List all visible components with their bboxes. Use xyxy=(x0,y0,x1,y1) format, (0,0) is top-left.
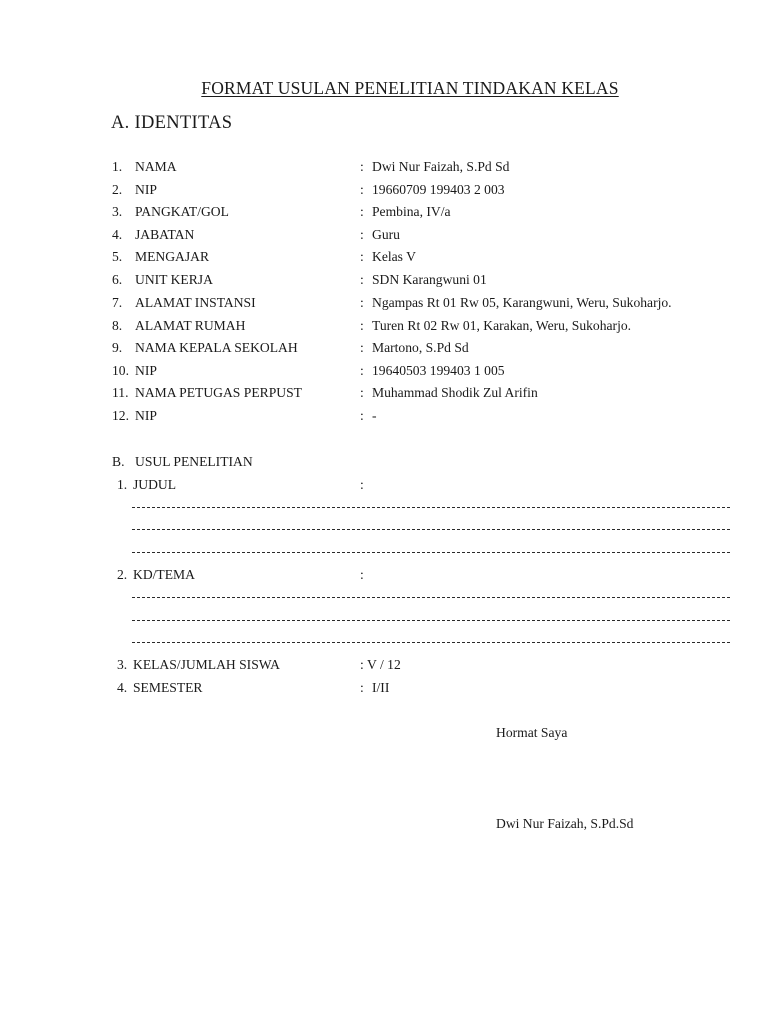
row-value: SDN Karangwuni 01 xyxy=(372,272,487,287)
row-number: 1. xyxy=(117,477,128,492)
signatory-name: Dwi Nur Faizah, S.Pd.Sd xyxy=(496,816,634,831)
row-colon: : xyxy=(360,249,364,264)
row-value: Martono, S.Pd Sd xyxy=(372,340,469,355)
fill-in-line xyxy=(132,507,730,508)
fill-in-line xyxy=(132,597,730,598)
row-label: UNIT KERJA xyxy=(135,272,213,287)
row-colon: : xyxy=(360,567,364,582)
row-label: MENGAJAR xyxy=(135,249,210,264)
row-value: Kelas V xyxy=(372,249,416,264)
row-number: 12. xyxy=(112,408,129,423)
row-colon: : xyxy=(360,272,364,287)
row-value: - xyxy=(372,408,377,423)
fill-in-line xyxy=(132,620,730,621)
row-colon: : xyxy=(360,657,364,672)
row-colon: : xyxy=(360,318,364,333)
fill-in-line xyxy=(132,552,730,553)
section-b-letter: B. xyxy=(112,454,125,469)
row-colon: : xyxy=(360,204,364,219)
row-number: 6. xyxy=(112,272,123,287)
closing-text: Hormat Saya xyxy=(496,725,568,740)
row-number: 3. xyxy=(117,657,128,672)
row-colon: : xyxy=(360,408,364,423)
row-colon: : xyxy=(360,159,364,174)
fill-in-line xyxy=(132,642,730,643)
row-label: NAMA KEPALA SEKOLAH xyxy=(135,340,298,355)
row-number: 9. xyxy=(112,340,123,355)
row-number: 4. xyxy=(112,227,123,242)
row-label: JABATAN xyxy=(135,227,195,242)
row-label: NIP xyxy=(135,408,157,423)
row-label: PANGKAT/GOL xyxy=(135,204,229,219)
row-value: Guru xyxy=(372,227,400,242)
row-label: SEMESTER xyxy=(133,680,203,695)
row-number: 10. xyxy=(112,363,129,378)
section-a-heading: A. IDENTITAS xyxy=(111,113,233,133)
row-value: Dwi Nur Faizah, S.Pd Sd xyxy=(372,159,510,174)
row-number: 7. xyxy=(112,295,123,310)
row-value: Muhammad Shodik Zul Arifin xyxy=(372,385,538,400)
row-label: NAMA xyxy=(135,159,177,174)
row-value: 19640503 199403 1 005 xyxy=(372,363,505,378)
fill-in-line xyxy=(132,529,730,530)
row-label: KELAS/JUMLAH SISWA xyxy=(133,657,280,672)
row-colon: : xyxy=(360,227,364,242)
row-colon: : xyxy=(360,182,364,197)
row-number: 4. xyxy=(117,680,128,695)
row-value: V / 12 xyxy=(367,657,401,672)
row-colon: : xyxy=(360,340,364,355)
row-number: 8. xyxy=(112,318,123,333)
row-value: Turen Rt 02 Rw 01, Karakan, Weru, Sukoharjo. xyxy=(372,318,632,333)
document-title: FORMAT USULAN PENELITIAN TINDAKAN KELAS xyxy=(201,78,619,98)
row-number: 2. xyxy=(112,182,123,197)
row-colon: : xyxy=(360,385,364,400)
row-label: NAMA PETUGAS PERPUST xyxy=(135,385,302,400)
row-label: NIP xyxy=(135,363,157,378)
row-value: Ngampas Rt 01 Rw 05, Karangwuni, Weru, Sukoharjo. xyxy=(372,295,672,310)
row-label: ALAMAT RUMAH xyxy=(135,318,246,333)
row-number: 3. xyxy=(112,204,123,219)
row-value: I/II xyxy=(372,680,390,695)
row-number: 11. xyxy=(112,385,129,400)
row-colon: : xyxy=(360,680,364,695)
section-b-title: USUL PENELITIAN xyxy=(135,454,253,469)
row-value: 19660709 199403 2 003 xyxy=(372,182,505,197)
row-label: KD/TEMA xyxy=(133,567,195,582)
row-label: NIP xyxy=(135,182,157,197)
row-value: Pembina, IV/a xyxy=(372,204,451,219)
row-colon: : xyxy=(360,295,364,310)
row-label: ALAMAT INSTANSI xyxy=(135,295,256,310)
row-number: 2. xyxy=(117,567,128,582)
row-colon: : xyxy=(360,363,364,378)
row-label: JUDUL xyxy=(133,477,177,492)
row-number: 5. xyxy=(112,249,123,264)
row-colon: : xyxy=(360,477,364,492)
row-number: 1. xyxy=(112,159,123,174)
